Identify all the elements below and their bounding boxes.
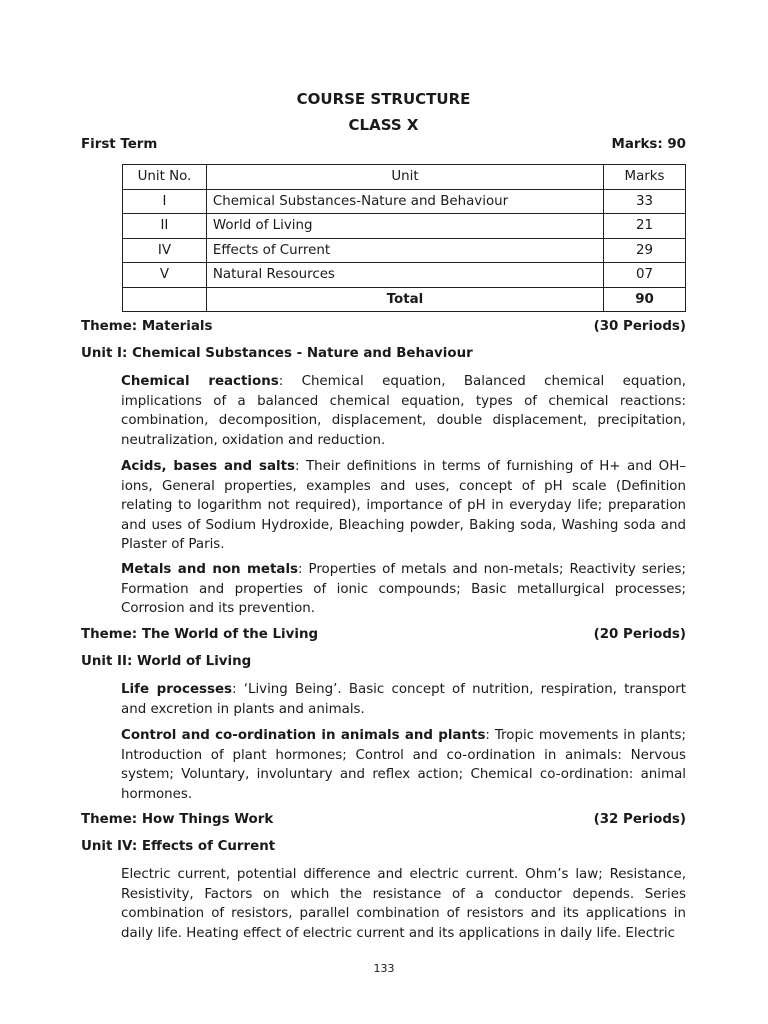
unit-name: : World of Living — [127, 654, 252, 669]
units-table — [122, 164, 686, 312]
theme-label: Theme — [81, 812, 132, 827]
topic-lead: Acids, bases and salts — [121, 459, 295, 474]
table-header-row — [123, 165, 686, 190]
table-cell: Chemical Substances-Nature and Behaviour — [206, 189, 603, 214]
topic-lead: Chemical reactions — [121, 374, 279, 389]
theme-heading — [81, 627, 686, 642]
section-paragraph — [121, 865, 686, 945]
total-label: Total — [206, 287, 603, 312]
unit-label: Unit I — [81, 346, 123, 361]
table-row — [123, 263, 686, 288]
table-cell: I — [123, 189, 207, 214]
unit-label: Unit IV — [81, 839, 132, 854]
term-marks: Marks: 90 — [611, 137, 686, 152]
table-header: Unit No. — [123, 165, 207, 190]
page-title: COURSE STRUCTURE — [296, 90, 471, 108]
theme-periods: (20 Periods) — [593, 627, 686, 642]
theme-label: Theme — [81, 627, 132, 642]
unit-name: : Chemical Substances - Nature and Behaviour — [122, 346, 473, 361]
table-cell: 07 — [604, 263, 686, 288]
term-label: First Term — [81, 137, 158, 152]
table-row — [123, 214, 686, 239]
topic-text: : Properties of metals and non-metals; Reactivity series; Formation and properties of ionic compounds; Basic metallurgical processes; Corrosion and its prevention. — [121, 562, 686, 617]
theme-label: Theme — [81, 319, 132, 334]
page-number: 133 — [373, 962, 395, 975]
topic-text: : Their definitions in terms of furnishing of H+ and OH– ions, General properties, examples and uses, concept of pH scale (Definition relating to logarithm not required), importance of pH in everyday life; preparation and uses of Sodium Hydroxide, Bleaching powder, Baking soda, Washing soda and Plaster of Paris. — [121, 459, 686, 553]
theme-periods: (32 Periods) — [593, 812, 686, 827]
table-cell: IV — [123, 238, 207, 263]
table-cell: 33 — [604, 189, 686, 214]
section-paragraph — [121, 372, 686, 450]
topic-lead: Metals and non metals — [121, 562, 299, 577]
section-paragraph — [121, 457, 686, 555]
theme-heading — [81, 812, 686, 827]
table-cell: V — [123, 263, 207, 288]
table-cell: Natural Resources — [206, 263, 603, 288]
unit-heading — [81, 346, 686, 361]
table-cell: 21 — [604, 214, 686, 239]
page-subtitle: CLASS X — [348, 116, 419, 134]
theme-name: : How Things Work — [131, 812, 274, 827]
table-header: Unit — [206, 165, 603, 190]
topic-text: Electric current, potential difference and electric current. Ohm’s law; Resistance, Resistivity, Factors on which the resistance of a conductor depends. Series combination of resistors, parallel combination of resistors and its applications in daily life. Heating effect of electric current and its applications in daily life. Electric — [121, 867, 686, 941]
table-cell: II — [123, 214, 207, 239]
unit-heading — [81, 839, 686, 854]
topic-lead: Control and co-ordination in animals and plants — [121, 728, 486, 743]
section-paragraph — [121, 726, 686, 804]
section-paragraph — [121, 680, 686, 719]
table-cell: World of Living — [206, 214, 603, 239]
topic-lead: Life processes — [121, 682, 233, 697]
topic-text: : Chemical equation, Balanced chemical equation, implications of a balanced chemical equation, types of chemical reactions: combination, decomposition, displacement, double displacement, precipitation, neutralization, oxidation and reduction. — [121, 374, 686, 448]
total-value: 90 — [604, 287, 686, 312]
unit-label: Unit II — [81, 654, 128, 669]
term-header — [81, 137, 686, 152]
table-header: Marks — [604, 165, 686, 190]
theme-periods: (30 Periods) — [593, 319, 686, 334]
table-row — [123, 238, 686, 263]
theme-name: : The World of the Living — [131, 627, 319, 642]
unit-name: : Effects of Current — [131, 839, 276, 854]
table-cell: Effects of Current — [206, 238, 603, 263]
section-paragraph — [121, 560, 686, 619]
table-row — [123, 189, 686, 214]
unit-heading — [81, 654, 686, 669]
table-cell: 29 — [604, 238, 686, 263]
theme-heading — [81, 319, 686, 334]
theme-name: : Materials — [131, 319, 213, 334]
topic-text: : Tropic movements in plants; Introduction of plant hormones; Control and co-ordination in animals: Nervous system; Voluntary, involuntary and reflex action; Chemical co-ordination: animal hormones. — [121, 728, 686, 802]
table-total-row — [123, 287, 686, 312]
topic-text: : ‘Living Being’. Basic concept of nutrition, respiration, transport and excretion in plants and animals. — [121, 682, 686, 717]
table-cell-empty — [123, 287, 207, 312]
